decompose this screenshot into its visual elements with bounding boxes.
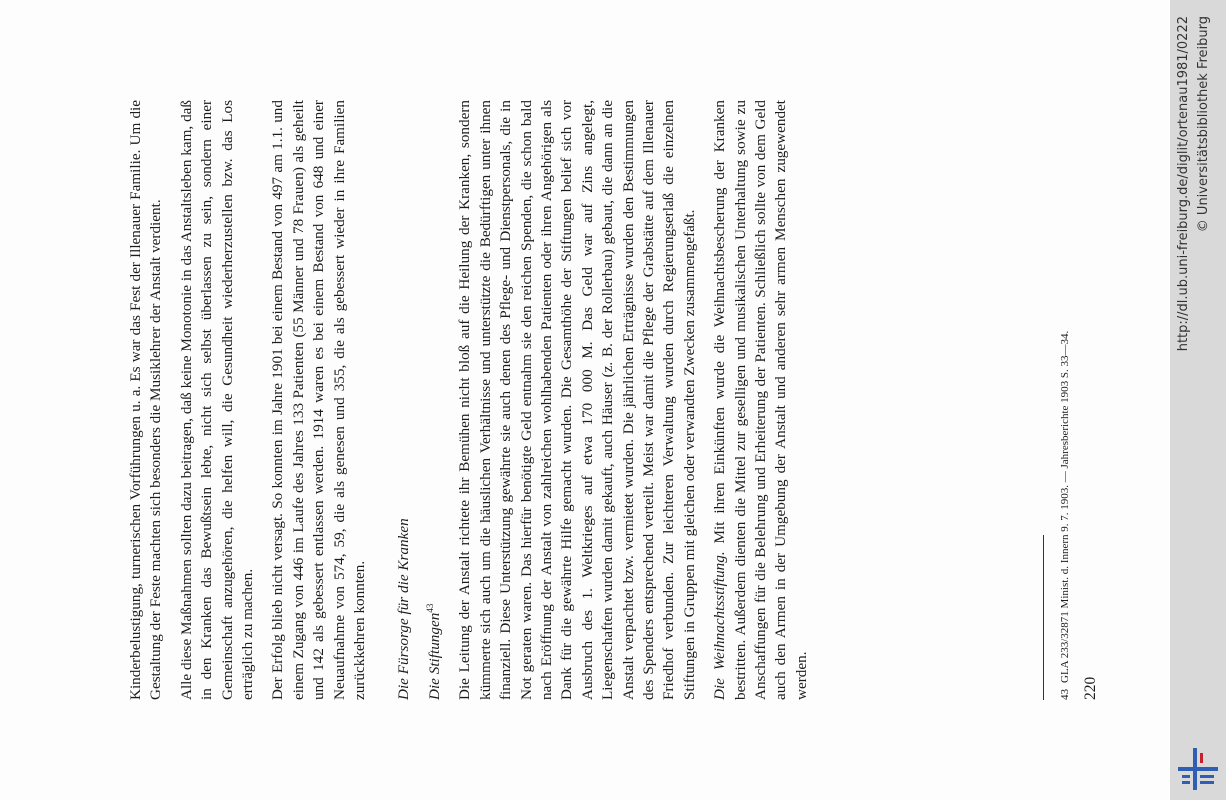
- paragraph-weihnachtsstiftung: [710, 100, 812, 700]
- footnote-rule: [1043, 535, 1044, 700]
- paragraph-2: Alle diese Maßnahmen sollten dazu beitragen, daß keine Monotonie in das Anstaltsleben kam, daß in den Kranken das Bewußtsein lebte, nicht sich selbst überlassen zu sein, sondern einer Gemeinschaft anzugehören, die helfen will, die Gesundheit wiederherzustellen bzw. das Los erträglich zu machen.: [177, 100, 257, 700]
- weihnachtsstiftung-text: Mit ihren Einkünften wurde die Weihnachtsbescherung der Kranken bestritten. Außerdem dienten die Mittel zur geselligen und musikalischen Unterhaltung sowie zu Anschaffungen für die Belehrung und Erheiterung der Patienten. Schließlich sollte von dem Geld auch den Armen in der Umgebung der Anstalt und anderen sehr armen Menschen zugewendet werden.: [711, 100, 810, 700]
- section-heading: Die Fürsorge für die Kranken: [395, 518, 413, 700]
- sidebar-text: [1170, 0, 1226, 800]
- source-url[interactable]: http://dl.ub.uni-freiburg.de/diglit/ortenau1981/0222: [1176, 16, 1191, 352]
- paragraph-stiftungen: Die Leitung der Anstalt richtete ihr Bemühen nicht bloß auf die Heilung der Kranken, sondern kümmerte sich auch um die häuslichen Verhältnisse und unterstützte die Bedürftigen unter ihnen finanziell. Diese Unterstützung gewährte sie auch denen des Pflege- und Dienstpersonals, die in Not geraten waren. Das hierfür benötigte Geld entnahm sie den reichen Spenden, die schon bald nach Eröffnung der Anstalt von zahlreichen wohlhabenden Patienten oder ihren Angehörigen als Dank für die gewährte Hilfe gemacht wurden. Die Gesamthöhe der Stiftungen belief sich vor Ausbruch des 1. Weltkrieges auf etwa 170 000 M. Das Geld war auf Zins angelegt, Liegenschaften wurden damit gekauft, auch Häuser (z. B. der Rollerbau) gebaut, die dann an die Anstalt verpachtet bzw. vermietet wurden. Die jährlichen Erträgnisse wurden den Bestimmungen des Spenders entsprechend verteilt. Meist war damit die Pflege der Grabstätte auf dem Illenauer Friedhof verbunden. Zur leichteren Verwaltung wurden durch Regierungserlaß die einzelnen Stiftungen in Gruppen mit gleichen oder verwandten Zwecken zusammengefaßt.: [456, 100, 698, 700]
- page-body: [126, 100, 812, 700]
- footnote-number: 43: [1059, 689, 1071, 700]
- paragraph-3: Der Erfolg blieb nicht versagt. So konnten im Jahre 1901 bei einem Bestand von 497 am 1.1. und einem Zugang von 446 im Laufe des Jahres 133 Patienten (55 Männer und 78 Frauen) als geheilt und 142 als gebessert entlassen werden. 1914 waren es bei einem Bestand von 648 und einer Neuaufnahme von 574, 59, die als genesen und 355, die als gebessert wieder in ihre Familien zurückkehren konnten.: [269, 100, 369, 700]
- paragraph-1: Kinderbelustigung, turnerischen Vorführungen u. a. Es war das Fest der Illenauer Familie. Um die Gestaltung der Feste machten sich besonders die Musiklehrer der Anstalt verdient.: [127, 100, 165, 700]
- weihnachtsstiftung-label: Die Weihnachtsstiftung.: [711, 551, 729, 700]
- page-number: 220: [1082, 676, 1099, 700]
- footnote-reference: 43: [424, 603, 435, 613]
- footnote-text: GLA 233/32871 Minist. d. Innern 9. 7. 1903. — Jahresberichte 1903 S. 33—34.: [1059, 330, 1071, 683]
- footnote: [1058, 100, 1072, 700]
- subsection-heading-text: Die Stiftungen: [425, 612, 443, 700]
- copyright-notice: © Universitätsbibliothek Freiburg: [1196, 16, 1211, 233]
- library-sidebar: [1170, 0, 1226, 800]
- subsection-heading: [425, 100, 445, 700]
- ub-freiburg-logo-icon: [1178, 748, 1218, 790]
